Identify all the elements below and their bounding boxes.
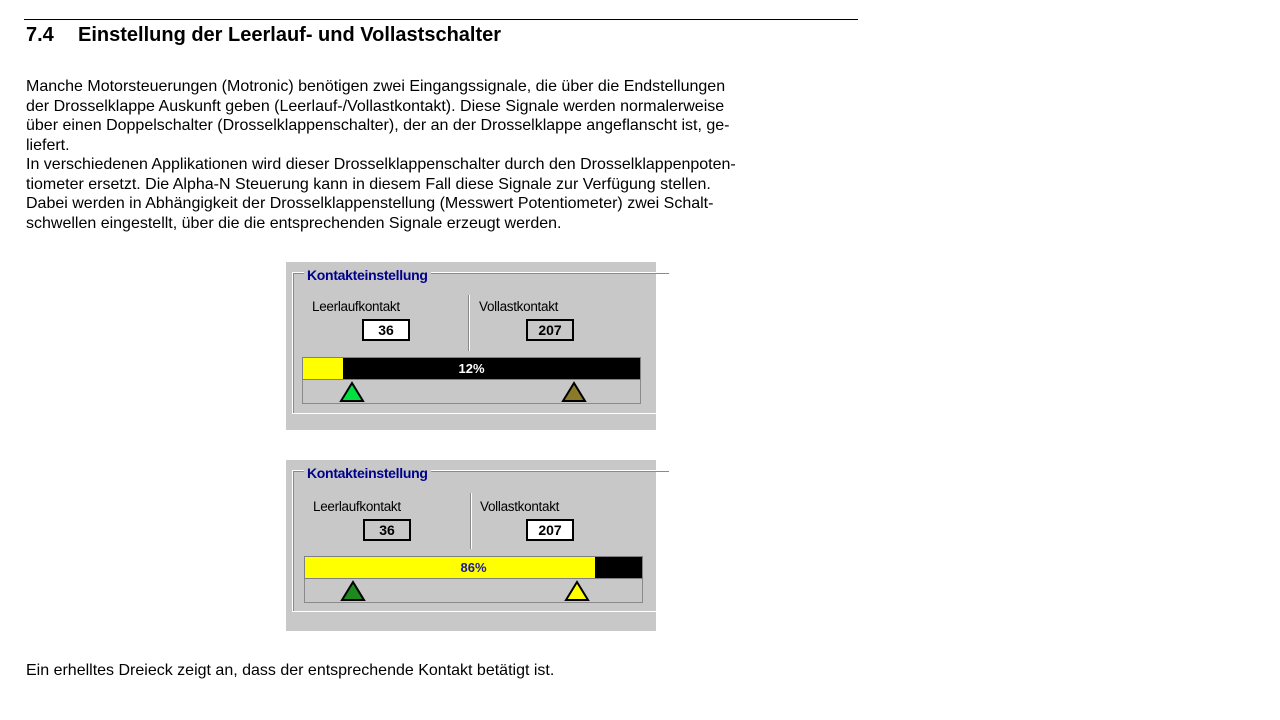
idle-contact-label: Leerlaufkontakt	[313, 499, 401, 514]
field-divider	[468, 295, 469, 351]
contact-settings-panel-2	[286, 460, 656, 631]
threshold-track	[304, 579, 643, 603]
intro-line: über einen Doppelschalter (Drosselklappenschalter), der an der Drosselklappe angeflanscht ist, ge-	[26, 117, 730, 134]
group-legend: Kontakteinstellung	[304, 465, 431, 481]
full-load-contact-input[interactable]: 207	[526, 519, 574, 541]
throttle-position-bar	[304, 556, 643, 579]
contact-settings-panel-1	[286, 262, 656, 430]
intro-line: In verschiedenen Applikationen wird dieser Drosselklappenschalter durch den Drosselklappenpoten-	[26, 156, 736, 173]
section-number: 7.4	[26, 24, 54, 46]
throttle-percent: 12%	[458, 361, 485, 376]
group-legend: Kontakteinstellung	[304, 267, 431, 283]
full-load-threshold-triangle-icon[interactable]	[561, 381, 587, 403]
section-rule	[24, 19, 858, 20]
full-load-contact-input[interactable]: 207	[526, 319, 574, 341]
idle-threshold-triangle-icon[interactable]	[340, 580, 366, 602]
section-title: Einstellung der Leerlauf- und Vollastschalter	[78, 24, 502, 46]
idle-threshold-triangle-icon[interactable]	[339, 381, 365, 403]
idle-contact-input[interactable]: 36	[362, 319, 410, 341]
full-load-contact-label: Vollastkontakt	[480, 499, 560, 514]
idle-contact-input[interactable]: 36	[363, 519, 411, 541]
intro-paragraph	[26, 77, 846, 233]
intro-line: der Drosselklappe Auskunft geben (Leerlauf-/Vollastkontakt). Diese Signale werden normalerweise	[26, 97, 725, 115]
throttle-position-bar	[302, 357, 641, 380]
field-divider	[470, 493, 471, 549]
intro-line: Dabei werden in Abhängigkeit der Drosselklappenstellung (Messwert Potentiometer) zwei Schalt-	[26, 195, 714, 212]
intro-line: Manche Motorsteuerungen (Motronic) benötigen zwei Eingangssignale, die über die Endstellungen	[26, 78, 726, 95]
threshold-track	[302, 380, 641, 404]
footer-note: Ein erhelltes Dreieck zeigt an, dass der entsprechende Kontakt betätigt ist.	[26, 662, 555, 679]
intro-line: liefert.	[26, 136, 70, 154]
intro-line: tiometer ersetzt. Die Alpha-N Steuerung kann in diesem Fall diese Signale zur Verfügung stellen.	[26, 175, 711, 193]
full-load-threshold-triangle-icon[interactable]	[564, 580, 590, 602]
intro-line: schwellen eingestellt, über die die entsprechenden Signale erzeugt werden.	[26, 214, 562, 232]
throttle-percent: 86%	[460, 560, 487, 575]
full-load-contact-label: Vollastkontakt	[479, 299, 559, 314]
idle-contact-label: Leerlaufkontakt	[312, 299, 400, 314]
section-heading	[26, 24, 501, 47]
